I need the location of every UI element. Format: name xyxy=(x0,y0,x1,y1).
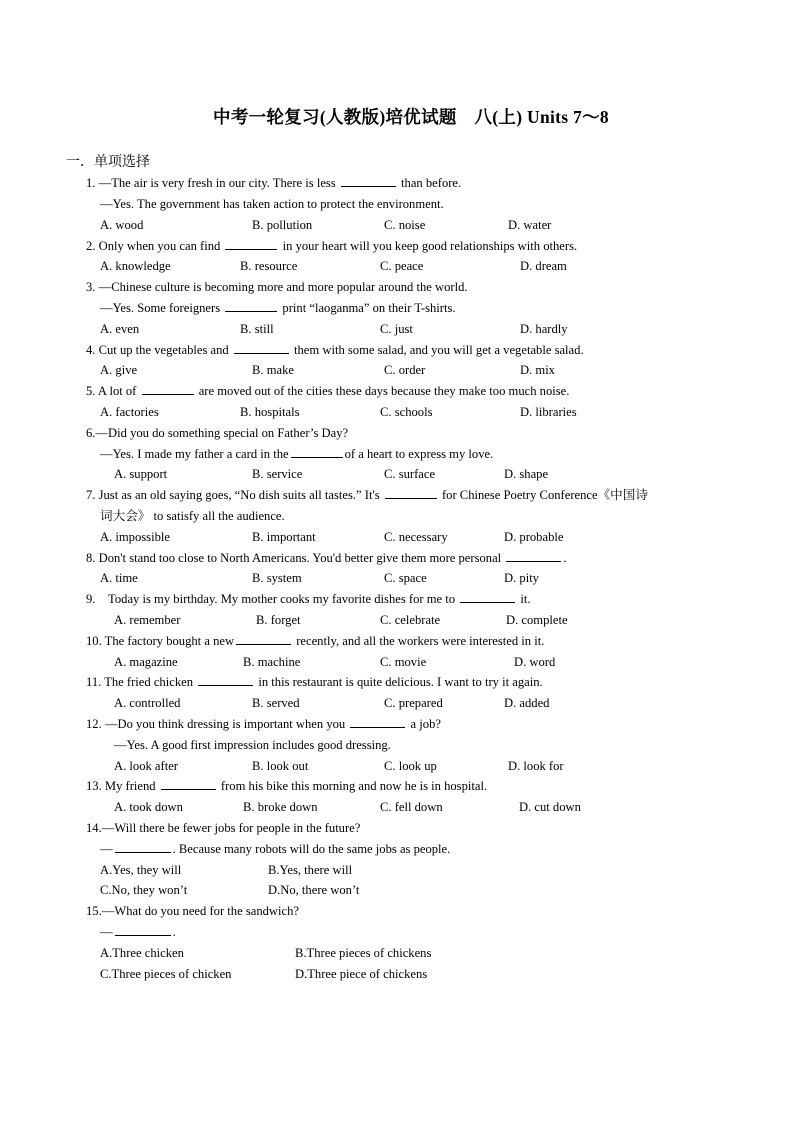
question-2-option-d[interactable]: D. dream xyxy=(520,259,567,273)
question-9-option-c[interactable]: C. celebrate xyxy=(380,613,441,627)
question-3-stem: 3. —Chinese culture is becoming more and more popular around the world. xyxy=(86,280,468,294)
answer-blank[interactable] xyxy=(198,674,253,686)
question-4-option-a[interactable]: A. give xyxy=(100,363,138,377)
question-11-stem: 11. The fried chicken in this restaurant is quite delicious. I want to try it again. xyxy=(86,675,543,689)
answer-blank[interactable] xyxy=(115,841,171,853)
question-14-option-c[interactable]: C.No, they won’t xyxy=(100,883,188,897)
question-14-stem: 14.—Will there be fewer jobs for people in the future? xyxy=(86,821,361,835)
question-6-option-d[interactable]: D. shape xyxy=(504,467,549,481)
question-12-option-b[interactable]: B. look out xyxy=(252,759,309,773)
question-10-option-b[interactable]: B. machine xyxy=(243,655,301,669)
question-7-option-a[interactable]: A. impossible xyxy=(100,530,170,544)
question-9-stem: 9. Today is my birthday. My mother cooks my favorite dishes for me to it. xyxy=(86,592,531,606)
question-10-stem: 10. The factory bought a new recently, and all the workers were interested in it. xyxy=(86,634,545,648)
question-13-stem: 13. My friend from his bike this morning and now he is in hospital. xyxy=(86,779,488,793)
answer-blank[interactable] xyxy=(385,487,437,499)
question-8-option-a[interactable]: A. time xyxy=(100,571,138,585)
answer-blank[interactable] xyxy=(115,924,171,936)
question-11-option-d[interactable]: D. added xyxy=(504,696,550,710)
question-9-option-a[interactable]: A. remember xyxy=(114,613,181,627)
answer-blank[interactable] xyxy=(350,716,405,728)
question-12-reply: —Yes. A good first impression includes good dressing. xyxy=(114,738,391,752)
question-7-stem-continued: 词大会》 to satisfy all the audience. xyxy=(100,509,285,523)
question-11-option-b[interactable]: B. served xyxy=(252,696,300,710)
question-5-option-a[interactable]: A. factories xyxy=(100,405,159,419)
question-3-option-a[interactable]: A. even xyxy=(100,322,140,336)
question-13-option-c[interactable]: C. fell down xyxy=(380,800,443,814)
question-4-option-d[interactable]: D. mix xyxy=(520,363,555,377)
question-10-option-d[interactable]: D. word xyxy=(514,655,556,669)
question-5-option-b[interactable]: B. hospitals xyxy=(240,405,300,419)
question-12-stem: 12. —Do you think dressing is important when you a job? xyxy=(86,717,441,731)
answer-blank[interactable] xyxy=(161,778,216,790)
question-8-stem: 8. Don't stand too close to North Americans. You'd better give them more personal . xyxy=(86,551,567,565)
answer-blank[interactable] xyxy=(225,300,277,312)
question-10-option-c[interactable]: C. movie xyxy=(380,655,427,669)
question-3-reply: —Yes. Some foreigners print “laoganma” on their T-shirts. xyxy=(100,301,456,315)
question-15-reply: — . xyxy=(100,925,176,939)
question-6-reply: —Yes. I made my father a card in the of a heart to express my love. xyxy=(100,447,494,461)
question-14-option-d[interactable]: D.No, there won’t xyxy=(268,883,360,897)
question-6-option-a[interactable]: A. support xyxy=(114,467,168,481)
question-9-option-d[interactable]: D. complete xyxy=(506,613,568,627)
question-9-option-b[interactable]: B. forget xyxy=(256,613,301,627)
question-8-option-c[interactable]: C. space xyxy=(384,571,427,585)
question-15-option-d[interactable]: D.Three piece of chickens xyxy=(295,967,428,981)
page-title: 中考一轮复习(人教版)培优试题 八(上) Units 7～8 xyxy=(213,107,609,127)
question-2-option-a[interactable]: A. knowledge xyxy=(100,259,171,273)
question-1-stem: 1. —The air is very fresh in our city. There is less than before. xyxy=(86,176,462,190)
question-13-option-d[interactable]: D. cut down xyxy=(519,800,581,814)
question-1-reply: —Yes. The government has taken action to protect the environment. xyxy=(100,197,444,211)
question-14-reply: — . Because many robots will do the same jobs as people. xyxy=(100,842,451,856)
question-13-option-a[interactable]: A. took down xyxy=(114,800,183,814)
question-1-option-d[interactable]: D. water xyxy=(508,218,552,232)
question-2-stem: 2. Only when you can find in your heart will you keep good relationships with others. xyxy=(86,239,578,253)
question-6-option-c[interactable]: C. surface xyxy=(384,467,436,481)
question-15-option-a[interactable]: A.Three chicken xyxy=(100,946,184,960)
question-11-option-a[interactable]: A. controlled xyxy=(114,696,181,710)
question-6-option-b[interactable]: B. service xyxy=(252,467,303,481)
question-2-option-c[interactable]: C. peace xyxy=(380,259,424,273)
question-2-option-b[interactable]: B. resource xyxy=(240,259,298,273)
answer-blank[interactable] xyxy=(291,446,343,458)
answer-blank[interactable] xyxy=(225,238,277,250)
question-7-option-c[interactable]: C. necessary xyxy=(384,530,448,544)
question-7-stem: 7. Just as an old saying goes, “No dish suits all tastes.” It's for Chinese Poetry Conference《中国诗 xyxy=(86,488,648,502)
question-5-stem: 5. A lot of are moved out of the cities these days because they make too much noise. xyxy=(86,384,570,398)
question-12-option-c[interactable]: C. look up xyxy=(384,759,437,773)
question-4-option-b[interactable]: B. make xyxy=(252,363,294,377)
question-15-stem: 15.—What do you need for the sandwich? xyxy=(86,904,299,918)
question-14-option-b[interactable]: B.Yes, there will xyxy=(268,863,353,877)
question-12-option-d[interactable]: D. look for xyxy=(508,759,564,773)
question-11-option-c[interactable]: C. prepared xyxy=(384,696,443,710)
question-14-option-a[interactable]: A.Yes, they will xyxy=(100,863,182,877)
question-15-option-b[interactable]: B.Three pieces of chickens xyxy=(295,946,432,960)
question-1-option-a[interactable]: A. wood xyxy=(100,218,144,232)
question-12-option-a[interactable]: A. look after xyxy=(114,759,178,773)
question-7-option-d[interactable]: D. probable xyxy=(504,530,564,544)
question-3-option-d[interactable]: D. hardly xyxy=(520,322,568,336)
question-10-option-a[interactable]: A. magazine xyxy=(114,655,178,669)
question-8-option-b[interactable]: B. system xyxy=(252,571,302,585)
answer-blank[interactable] xyxy=(234,342,289,354)
question-5-option-d[interactable]: D. libraries xyxy=(520,405,577,419)
question-6-stem: 6.—Did you do something special on Father’s Day? xyxy=(86,426,349,440)
answer-blank[interactable] xyxy=(142,383,194,395)
question-3-option-b[interactable]: B. still xyxy=(240,322,274,336)
answer-blank[interactable] xyxy=(236,633,291,645)
question-7-option-b[interactable]: B. important xyxy=(252,530,316,544)
question-13-option-b[interactable]: B. broke down xyxy=(243,800,318,814)
question-5-option-c[interactable]: C. schools xyxy=(380,405,433,419)
answer-blank[interactable] xyxy=(341,175,396,187)
question-4-stem: 4. Cut up the vegetables and them with some salad, and you will get a vegetable salad. xyxy=(86,343,584,357)
question-4-option-c[interactable]: C. order xyxy=(384,363,426,377)
question-1-option-c[interactable]: C. noise xyxy=(384,218,426,232)
section-heading: 一．单项选择 xyxy=(66,155,150,170)
answer-blank[interactable] xyxy=(506,550,561,562)
question-15-option-c[interactable]: C.Three pieces of chicken xyxy=(100,967,232,981)
answer-blank[interactable] xyxy=(460,591,515,603)
question-3-option-c[interactable]: C. just xyxy=(380,322,413,336)
question-8-option-d[interactable]: D. pity xyxy=(504,571,539,585)
question-1-option-b[interactable]: B. pollution xyxy=(252,218,313,232)
